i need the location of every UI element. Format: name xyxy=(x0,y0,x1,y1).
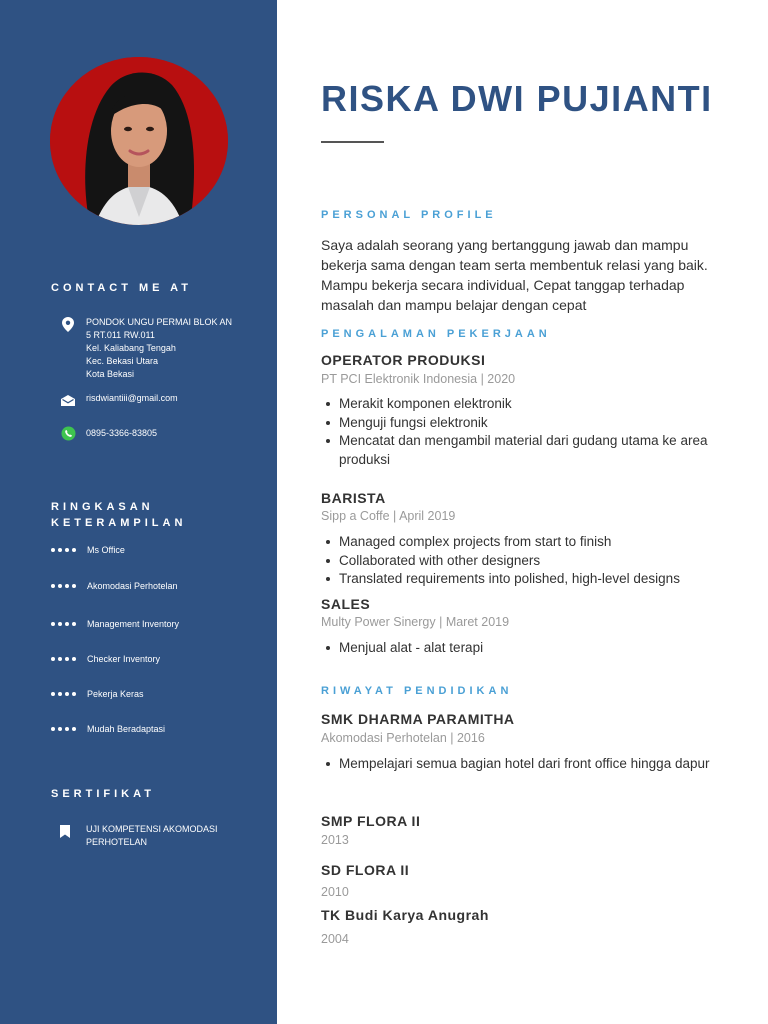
education-meta: 2004 xyxy=(321,932,349,946)
job-title: OPERATOR PRODUKSI xyxy=(321,352,486,368)
skill-rating-dots xyxy=(51,584,79,588)
job-meta: Sipp a Coffe | April 2019 xyxy=(321,509,456,523)
job-bullets xyxy=(321,639,731,658)
certificate-item xyxy=(60,823,236,849)
contact-phone xyxy=(60,425,236,441)
address-line-1: PONDOK UNGU PERMAI BLOK AN 5 RT.011 RW.011 xyxy=(86,317,233,340)
experience-heading: PENGALAMAN PEKERJAAN xyxy=(321,328,551,340)
skill-rating-dots xyxy=(51,657,79,661)
skill-label: Akomodasi Perhotelan xyxy=(87,581,178,591)
main-content xyxy=(321,0,741,1024)
education-title: SMK DHARMA PARAMITHA xyxy=(321,711,515,727)
job-title: SALES xyxy=(321,596,371,612)
job-meta: Multy Power Sinergy | Maret 2019 xyxy=(321,615,510,629)
skill-label: Pekerja Keras xyxy=(87,689,144,699)
education-meta: 2010 xyxy=(321,885,349,899)
job-bullets xyxy=(321,395,731,469)
skills-heading-line-2: KETERAMPILAN xyxy=(51,517,187,529)
profile-photo xyxy=(50,57,228,225)
skill-label: Ms Office xyxy=(87,545,125,555)
list-item: Mencatat dan mengambil material dari gudang utama ke area produksi xyxy=(321,432,731,469)
address-line-2: Kel. Kaliabang Tengah xyxy=(86,343,176,353)
education-title: SMP FLORA II xyxy=(321,813,421,829)
skill-rating-dots xyxy=(51,727,79,731)
skill-label: Checker Inventory xyxy=(87,654,161,664)
list-item: Menguji fungsi elektronik xyxy=(321,414,731,433)
skill-item xyxy=(51,689,144,699)
job-title: BARISTA xyxy=(321,490,386,506)
whatsapp-icon xyxy=(60,425,76,441)
envelope-icon xyxy=(60,392,76,408)
skill-item xyxy=(51,581,178,591)
phone-text[interactable]: 0895-3366-83805 xyxy=(86,428,158,438)
skill-rating-dots xyxy=(51,548,79,552)
profile-heading: PERSONAL PROFILE xyxy=(321,209,497,221)
skill-item xyxy=(51,545,125,555)
education-meta: Akomodasi Perhotelan | 2016 xyxy=(321,731,485,745)
job-bullets xyxy=(321,533,731,589)
list-item: Merakit komponen elektronik xyxy=(321,395,731,414)
skills-heading xyxy=(51,499,186,531)
skill-item xyxy=(51,724,165,734)
map-pin-icon xyxy=(60,316,76,332)
email-text[interactable]: risdwiantiii@gmail.com xyxy=(86,393,178,403)
skill-rating-dots xyxy=(51,622,79,626)
skills-heading-line-1: RINGKASAN xyxy=(51,501,154,513)
contact-address xyxy=(60,316,236,381)
bookmark-icon xyxy=(60,823,74,843)
sidebar xyxy=(0,0,277,1024)
skill-item xyxy=(51,619,179,629)
address-line-3: Kec. Bekasi Utara xyxy=(86,356,159,366)
education-heading: RIWAYAT PENDIDIKAN xyxy=(321,685,513,697)
list-item: Translated requirements into polished, high-level designs xyxy=(321,570,731,589)
list-item: Mempelajari semua bagian hotel dari front office hingga dapur xyxy=(321,755,731,774)
education-meta: 2013 xyxy=(321,833,349,847)
education-title: SD FLORA II xyxy=(321,862,410,878)
list-item: Managed complex projects from start to finish xyxy=(321,533,731,552)
list-item: Menjual alat - alat terapi xyxy=(321,639,731,658)
contact-email xyxy=(60,392,236,408)
contact-heading: CONTACT ME AT xyxy=(51,282,193,294)
certificate-heading: SERTIFIKAT xyxy=(51,788,155,800)
list-item: Collaborated with other designers xyxy=(321,552,731,571)
education-title: TK Budi Karya Anugrah xyxy=(321,907,489,923)
job-meta: PT PCI Elektronik Indonesia | 2020 xyxy=(321,372,516,386)
profile-text: Saya adalah seorang yang bertanggung jawab dan mampu bekerja sama dengan team serta membentuk relasi yang baik. Mampu bekerja secara individual, Cepat tanggap terhadap masalah dan mampu belajar dengan cepat xyxy=(321,237,708,313)
skill-item xyxy=(51,654,160,664)
title-divider xyxy=(321,141,384,143)
address-line-4: Kota Bekasi xyxy=(86,369,135,379)
education-bullets xyxy=(321,755,731,774)
certificate-text: UJI KOMPETENSI AKOMODASI PERHOTELAN xyxy=(86,824,218,847)
page-title: RISKA DWI PUJIANTI xyxy=(321,78,713,119)
skill-rating-dots xyxy=(51,692,79,696)
skill-label: Management Inventory xyxy=(87,619,180,629)
skill-label: Mudah Beradaptasi xyxy=(87,724,166,734)
